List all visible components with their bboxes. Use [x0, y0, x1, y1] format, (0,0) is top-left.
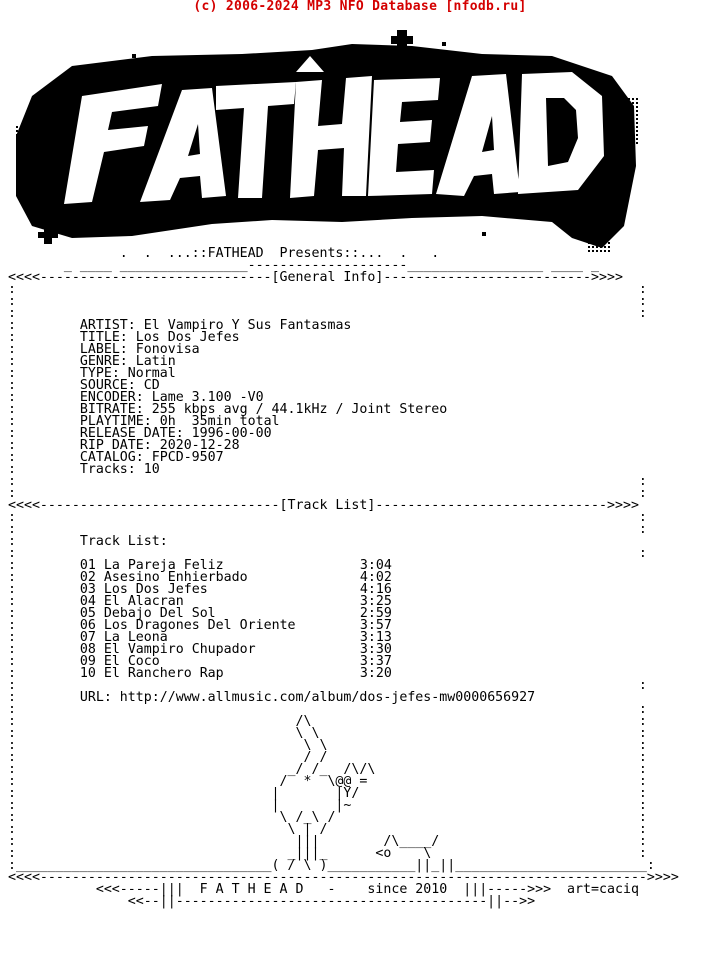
- track-row: : 10 El Ranchero Rap 3:20: [0, 666, 392, 681]
- info-tracks-line: : Tracks: 10: [0, 462, 160, 477]
- ascii-art-line: : / / :: [0, 750, 647, 765]
- ascii-art-line: : \ /_\ / :: [0, 810, 647, 825]
- track-row: : 05 Debajo Del Sol 2:59: [0, 606, 392, 621]
- nfodb-header: (c) 2006-2024 MP3 NFO Database [nfodb.ru]: [193, 0, 527, 14]
- track-time: 4:16: [359, 582, 392, 597]
- info-artist: ARTIST: El Vampiro Y Sus Fantasmas: [79, 318, 352, 333]
- border-line: : :: [0, 282, 647, 297]
- section-header-track-list: <<<<------------------------------[Track List]----------------------------->>>>: [0, 498, 639, 513]
- info-genre-line: : GENRE: Latin: [0, 354, 176, 369]
- info-title-line: : TITLE: Los Dos Jefes: [0, 330, 240, 345]
- ascii-art-line: : | |Y/ :: [0, 786, 647, 801]
- track-row: : 09 El Coco 3:37: [0, 654, 392, 669]
- section-title-track-list: [Track List]: [279, 498, 376, 513]
- info-playtime-line: : PLAYTIME: 0h 35min total: [0, 414, 280, 429]
- track-row: : 03 Los Dos Jefes 4:16: [0, 582, 392, 597]
- track-number: 10: [79, 666, 96, 681]
- info-label: LABEL: Fonovisa: [79, 342, 200, 357]
- border-line: : :: [0, 294, 647, 309]
- footer-line-2: <<--||---------------------------------------||-->>: [0, 894, 536, 909]
- tracklist-title-line: : Track List:: [0, 534, 168, 549]
- rule-bottom: <<<<---------------------------------------------------------------------------->>>>: [0, 870, 679, 885]
- ascii-art-line: : _|||_ <o \ :: [0, 846, 647, 861]
- border-line: : :: [0, 474, 647, 489]
- info-bitrate: BITRATE: 255 kbps avg / 44.1kHz / Joint Stereo: [79, 402, 448, 417]
- info-title: TITLE: Los Dos Jefes: [79, 330, 240, 345]
- info-rip-line: : RIP DATE: 2020-12-28: [0, 438, 240, 453]
- track-time: 3:04: [359, 558, 392, 573]
- ascii-art-line: : | |~ :: [0, 798, 647, 813]
- track-row: : 04 El Alacran 3:25: [0, 594, 392, 609]
- track-name: El Ranchero Rap: [103, 666, 224, 681]
- ascii-art-line: : \ \ :: [0, 726, 647, 741]
- ascii-art-line: : _/ /_ /\/\ :: [0, 762, 647, 777]
- track-number: 09: [79, 654, 96, 669]
- ascii-art-line: : \ \ :: [0, 738, 647, 753]
- border-line: : :: [0, 678, 647, 693]
- track-name: Debajo Del Sol: [103, 606, 216, 621]
- section-header-general-info: <<<<-----------------------------[General Info]-------------------------->>>>: [0, 270, 623, 285]
- track-number: 01: [79, 558, 96, 573]
- fathead-logo: [12, 26, 642, 254]
- track-number: 05: [79, 606, 96, 621]
- track-name: Asesino Enhierbado: [103, 570, 248, 585]
- info-catalog: CATALOG: FPCD-9507: [79, 450, 224, 465]
- track-name: Los Dragones Del Oriente: [103, 618, 296, 633]
- border-line: : :: [0, 522, 647, 537]
- info-rip-date: RIP DATE: 2020-12-28: [79, 438, 240, 453]
- section-title-general-info: [General Info]: [271, 270, 384, 285]
- ascii-art-line: : \ | / :: [0, 822, 647, 837]
- rule-top: _ ____ ________________--------------------_________________ ____ _: [0, 258, 599, 273]
- track-name: El Vampiro Chupador: [103, 642, 256, 657]
- track-number: 06: [79, 618, 96, 633]
- info-source: SOURCE: CD: [79, 378, 160, 393]
- ascii-art-line: : /\ :: [0, 714, 647, 729]
- track-time: 4:02: [359, 570, 392, 585]
- footer-line-1: <<<-----||| F A T H E A D - since 2010 |||----->>> art=caciq: [0, 882, 639, 897]
- info-encoder-line: : ENCODER: Lame 3.100 -V0: [0, 390, 264, 405]
- track-list: [0, 560, 720, 680]
- track-time: 3:20: [359, 666, 392, 681]
- tracklist-title: Track List:: [79, 534, 168, 549]
- info-type-line: : TYPE: Normal: [0, 366, 176, 381]
- url-line: : URL: http://www.allmusic.com/album/dos-jefes-mw0000656927: [0, 690, 536, 705]
- track-number: 04: [79, 594, 96, 609]
- info-catalog-line: : CATALOG: FPCD-9507: [0, 450, 224, 465]
- track-name: El Alacran: [103, 594, 184, 609]
- track-name: El Coco: [103, 654, 160, 669]
- track-number: 03: [79, 582, 96, 597]
- info-playtime: PLAYTIME: 0h 35min total: [79, 414, 280, 429]
- ascii-art-line: :________________________________( / \ )___________||_||________________________:: [0, 858, 655, 873]
- track-time: 3:57: [359, 618, 392, 633]
- info-artist-line: : ARTIST: El Vampiro Y Sus Fantasmas: [0, 318, 352, 333]
- nfo-body: [0, 248, 720, 908]
- info-source-line: : SOURCE: CD: [0, 378, 160, 393]
- info-release-line: : RELEASE DATE: 1996-00-00: [0, 426, 272, 441]
- ascii-art-line: : / * \@@ = :: [0, 774, 647, 789]
- border-line: : :: [0, 486, 647, 501]
- info-bitrate-line: : BITRATE: 255 kbps avg / 44.1kHz / Joint Stereo: [0, 402, 448, 417]
- border-line: : :: [0, 546, 647, 561]
- track-name: La Leona: [103, 630, 168, 645]
- track-time: 2:59: [359, 606, 392, 621]
- border-line: : :: [0, 510, 647, 525]
- info-type: TYPE: Normal: [79, 366, 176, 381]
- track-row: : 08 El Vampiro Chupador 3:30: [0, 642, 392, 657]
- track-name: Los Dos Jefes: [103, 582, 208, 597]
- album-url: URL: http://www.allmusic.com/album/dos-jefes-mw0000656927: [79, 690, 536, 705]
- track-time: 3:13: [359, 630, 392, 645]
- track-number: 08: [79, 642, 96, 657]
- info-encoder: ENCODER: Lame 3.100 -V0: [79, 390, 264, 405]
- track-row: : 06 Los Dragones Del Oriente 3:57: [0, 618, 392, 633]
- info-genre: GENRE: Latin: [79, 354, 176, 369]
- info-tracks: Tracks: 10: [79, 462, 160, 477]
- track-name: La Pareja Feliz: [103, 558, 224, 573]
- info-label-line: : LABEL: Fonovisa: [0, 342, 200, 357]
- track-row: : 02 Asesino Enhierbado 4:02: [0, 570, 392, 585]
- track-number: 07: [79, 630, 96, 645]
- track-row: : 01 La Pareja Feliz 3:04: [0, 558, 392, 573]
- track-number: 02: [79, 570, 96, 585]
- ascii-art-line: : ||| /\____/ :: [0, 834, 647, 849]
- track-time: 3:30: [359, 642, 392, 657]
- info-release-date: RELEASE DATE: 1996-00-00: [79, 426, 272, 441]
- border-line: : :: [0, 702, 647, 717]
- track-time: 3:37: [359, 654, 392, 669]
- border-line: : :: [0, 306, 647, 321]
- track-time: 3:25: [359, 594, 392, 609]
- presents-line: . . ...::FATHEAD Presents::... . .: [0, 246, 440, 261]
- track-row: : 07 La Leona 3:13: [0, 630, 392, 645]
